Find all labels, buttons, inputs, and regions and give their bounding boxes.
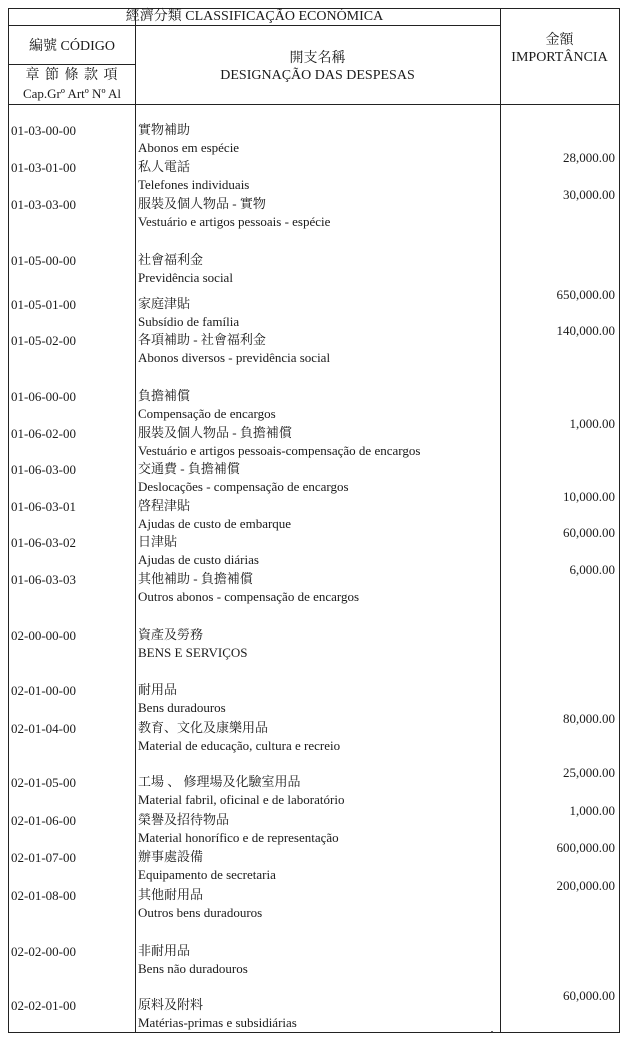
row-description (138, 626, 247, 662)
row-description-zh: 私人電話 (138, 159, 191, 174)
row-description-zh: 辦事處設備 (138, 849, 204, 864)
row-description-pt: Telefones individuais (138, 177, 250, 192)
row-amount: 6,000.00 (569, 562, 615, 577)
row-code: 02-01-04-00 (11, 721, 76, 736)
budget-table (8, 8, 620, 1033)
column-divider-code (135, 9, 136, 1032)
row-code: 01-06-03-00 (11, 462, 76, 477)
header-rule-bottom (9, 104, 619, 105)
row-description-zh: 負擔補償 (138, 388, 191, 403)
row-description-zh: 服裝及個人物品 - 實物 (138, 196, 266, 211)
row-description-pt: Ajudas de custo de embarque (138, 516, 292, 531)
row-description (138, 460, 349, 496)
row-description (138, 681, 226, 717)
row-code: 02-01-06-00 (11, 813, 76, 828)
row-description-zh: 各項補助 - 社會福利金 (138, 332, 266, 347)
code-subheader-pt: Cap.Grº Artº Nº Al (22, 86, 122, 101)
row-description (138, 331, 330, 367)
row-amount: 30,000.00 (563, 187, 615, 202)
row-description (138, 251, 233, 287)
row-amount: 200,000.00 (556, 878, 615, 893)
row-description-pt: Vestuário e artigos pessoais - espécie (138, 214, 331, 229)
row-description (138, 121, 239, 157)
row-amount: 600,000.00 (556, 840, 615, 855)
row-description-zh: 榮譽及招待物品 (138, 812, 230, 827)
description-header-pt: DESIGNAÇÃO DAS DESPESAS (220, 68, 415, 83)
row-description (138, 497, 291, 533)
code-subheader-zh: 章 節 條 款 項 (25, 68, 119, 83)
row-description-zh: 日津貼 (138, 534, 178, 549)
amount-header-zh: 金額 (545, 33, 574, 48)
row-code: 01-06-02-00 (11, 426, 76, 441)
classification-header: 經濟分類 CLASSIFICAÇÃO ECONÓMICA (125, 9, 384, 24)
row-description-pt: Previdência social (138, 270, 233, 285)
row-description-zh: 服裝及個人物品 - 負擔補償 (138, 425, 292, 440)
row-description-pt: Outros bens duradouros (138, 905, 263, 920)
row-description-pt: Compensação de encargos (138, 406, 276, 421)
code-header: 編號 CÓDIGO (29, 39, 115, 54)
row-description-zh: 啓程津貼 (138, 498, 191, 513)
row-code: 01-03-00-00 (11, 123, 76, 138)
row-description-zh: 家庭津貼 (138, 296, 191, 311)
row-description-zh: 非耐用品 (138, 943, 191, 958)
column-divider-amount (500, 9, 501, 1032)
row-amount: 60,000.00 (563, 988, 615, 1003)
row-description (138, 773, 344, 809)
row-description (138, 719, 340, 755)
amount-header-pt: IMPORTÂNCIA (511, 50, 608, 65)
row-description (138, 570, 359, 606)
row-description-pt: Vestuário e artigos pessoais-compensação de encargos (138, 443, 421, 458)
row-description-pt: Abonos diversos - previdência social (138, 350, 331, 365)
row-amount: 10,000.00 (563, 489, 615, 504)
row-description (138, 387, 276, 423)
row-description (138, 942, 248, 978)
header-rule-code (9, 64, 135, 65)
scan-speck (491, 1031, 493, 1033)
row-code: 01-05-00-00 (11, 253, 76, 268)
row-description-pt: Abonos em espécie (138, 140, 240, 155)
row-code: 01-06-00-00 (11, 389, 76, 404)
row-description-zh: 教育、文化及康樂用品 (138, 720, 269, 735)
row-code: 01-05-02-00 (11, 333, 76, 348)
row-description (138, 533, 259, 569)
row-description-zh: 社會福利金 (138, 252, 204, 267)
row-code: 02-02-00-00 (11, 944, 76, 959)
row-code: 02-01-00-00 (11, 683, 76, 698)
row-description (138, 424, 420, 460)
row-description-pt: Ajudas de custo diárias (138, 552, 259, 567)
row-description (138, 195, 330, 231)
row-amount: 140,000.00 (556, 323, 615, 338)
row-description-zh: 資產及勞務 (138, 627, 204, 642)
row-description (138, 848, 276, 884)
header-rule-top (9, 25, 500, 26)
row-description-zh: 原料及附料 (138, 997, 204, 1012)
row-description-zh: 耐用品 (138, 682, 178, 697)
row-code: 02-00-00-00 (11, 628, 76, 643)
row-code: 02-01-08-00 (11, 888, 76, 903)
row-description (138, 811, 339, 847)
row-description-pt: Matérias-primas e subsidiárias (138, 1015, 297, 1030)
row-amount: 60,000.00 (563, 525, 615, 540)
row-amount: 28,000.00 (563, 150, 615, 165)
row-description-pt: Material honorífico e de representação (138, 830, 339, 845)
row-amount: 80,000.00 (563, 711, 615, 726)
description-header-zh: 開支名稱 (289, 51, 346, 66)
row-amount: 25,000.00 (563, 765, 615, 780)
row-code: 01-06-03-03 (11, 572, 76, 587)
row-code: 01-03-03-00 (11, 197, 76, 212)
row-code: 01-06-03-01 (11, 499, 76, 514)
row-code: 02-02-01-00 (11, 998, 76, 1013)
row-description (138, 295, 239, 331)
row-description-pt: Equipamento de secretaria (138, 867, 276, 882)
row-description-zh: 其他補助 - 負擔補償 (138, 571, 253, 586)
row-description-pt: BENS E SERVIÇOS (138, 645, 248, 660)
row-description-pt: Subsídio de família (138, 314, 240, 329)
row-amount: 650,000.00 (556, 287, 615, 302)
row-code: 01-05-01-00 (11, 297, 76, 312)
row-description (138, 996, 297, 1032)
row-description-zh: 工場 、 修理場及化驗室用品 (138, 774, 301, 789)
row-amount: 1,000.00 (569, 803, 615, 818)
row-description-pt: Bens duradouros (138, 700, 226, 715)
row-code: 02-01-05-00 (11, 775, 76, 790)
row-description-zh: 實物補助 (138, 122, 191, 137)
row-code: 01-03-01-00 (11, 160, 76, 175)
row-description (138, 886, 262, 922)
row-description-pt: Bens não duradouros (138, 961, 248, 976)
row-description-zh: 交通費 - 負擔補償 (138, 461, 240, 476)
row-description-pt: Outros abonos - compensação de encargos (138, 589, 360, 604)
row-description-pt: Deslocações - compensação de encargos (138, 479, 349, 494)
row-description (138, 158, 249, 194)
row-code: 02-01-07-00 (11, 850, 76, 865)
row-description-zh: 其他耐用品 (138, 887, 204, 902)
row-description-pt: Material de educação, cultura e recreio (138, 738, 341, 753)
row-description-pt: Material fabril, oficinal e de laboratório (138, 792, 345, 807)
row-amount: 1,000.00 (569, 416, 615, 431)
row-code: 01-06-03-02 (11, 535, 76, 550)
